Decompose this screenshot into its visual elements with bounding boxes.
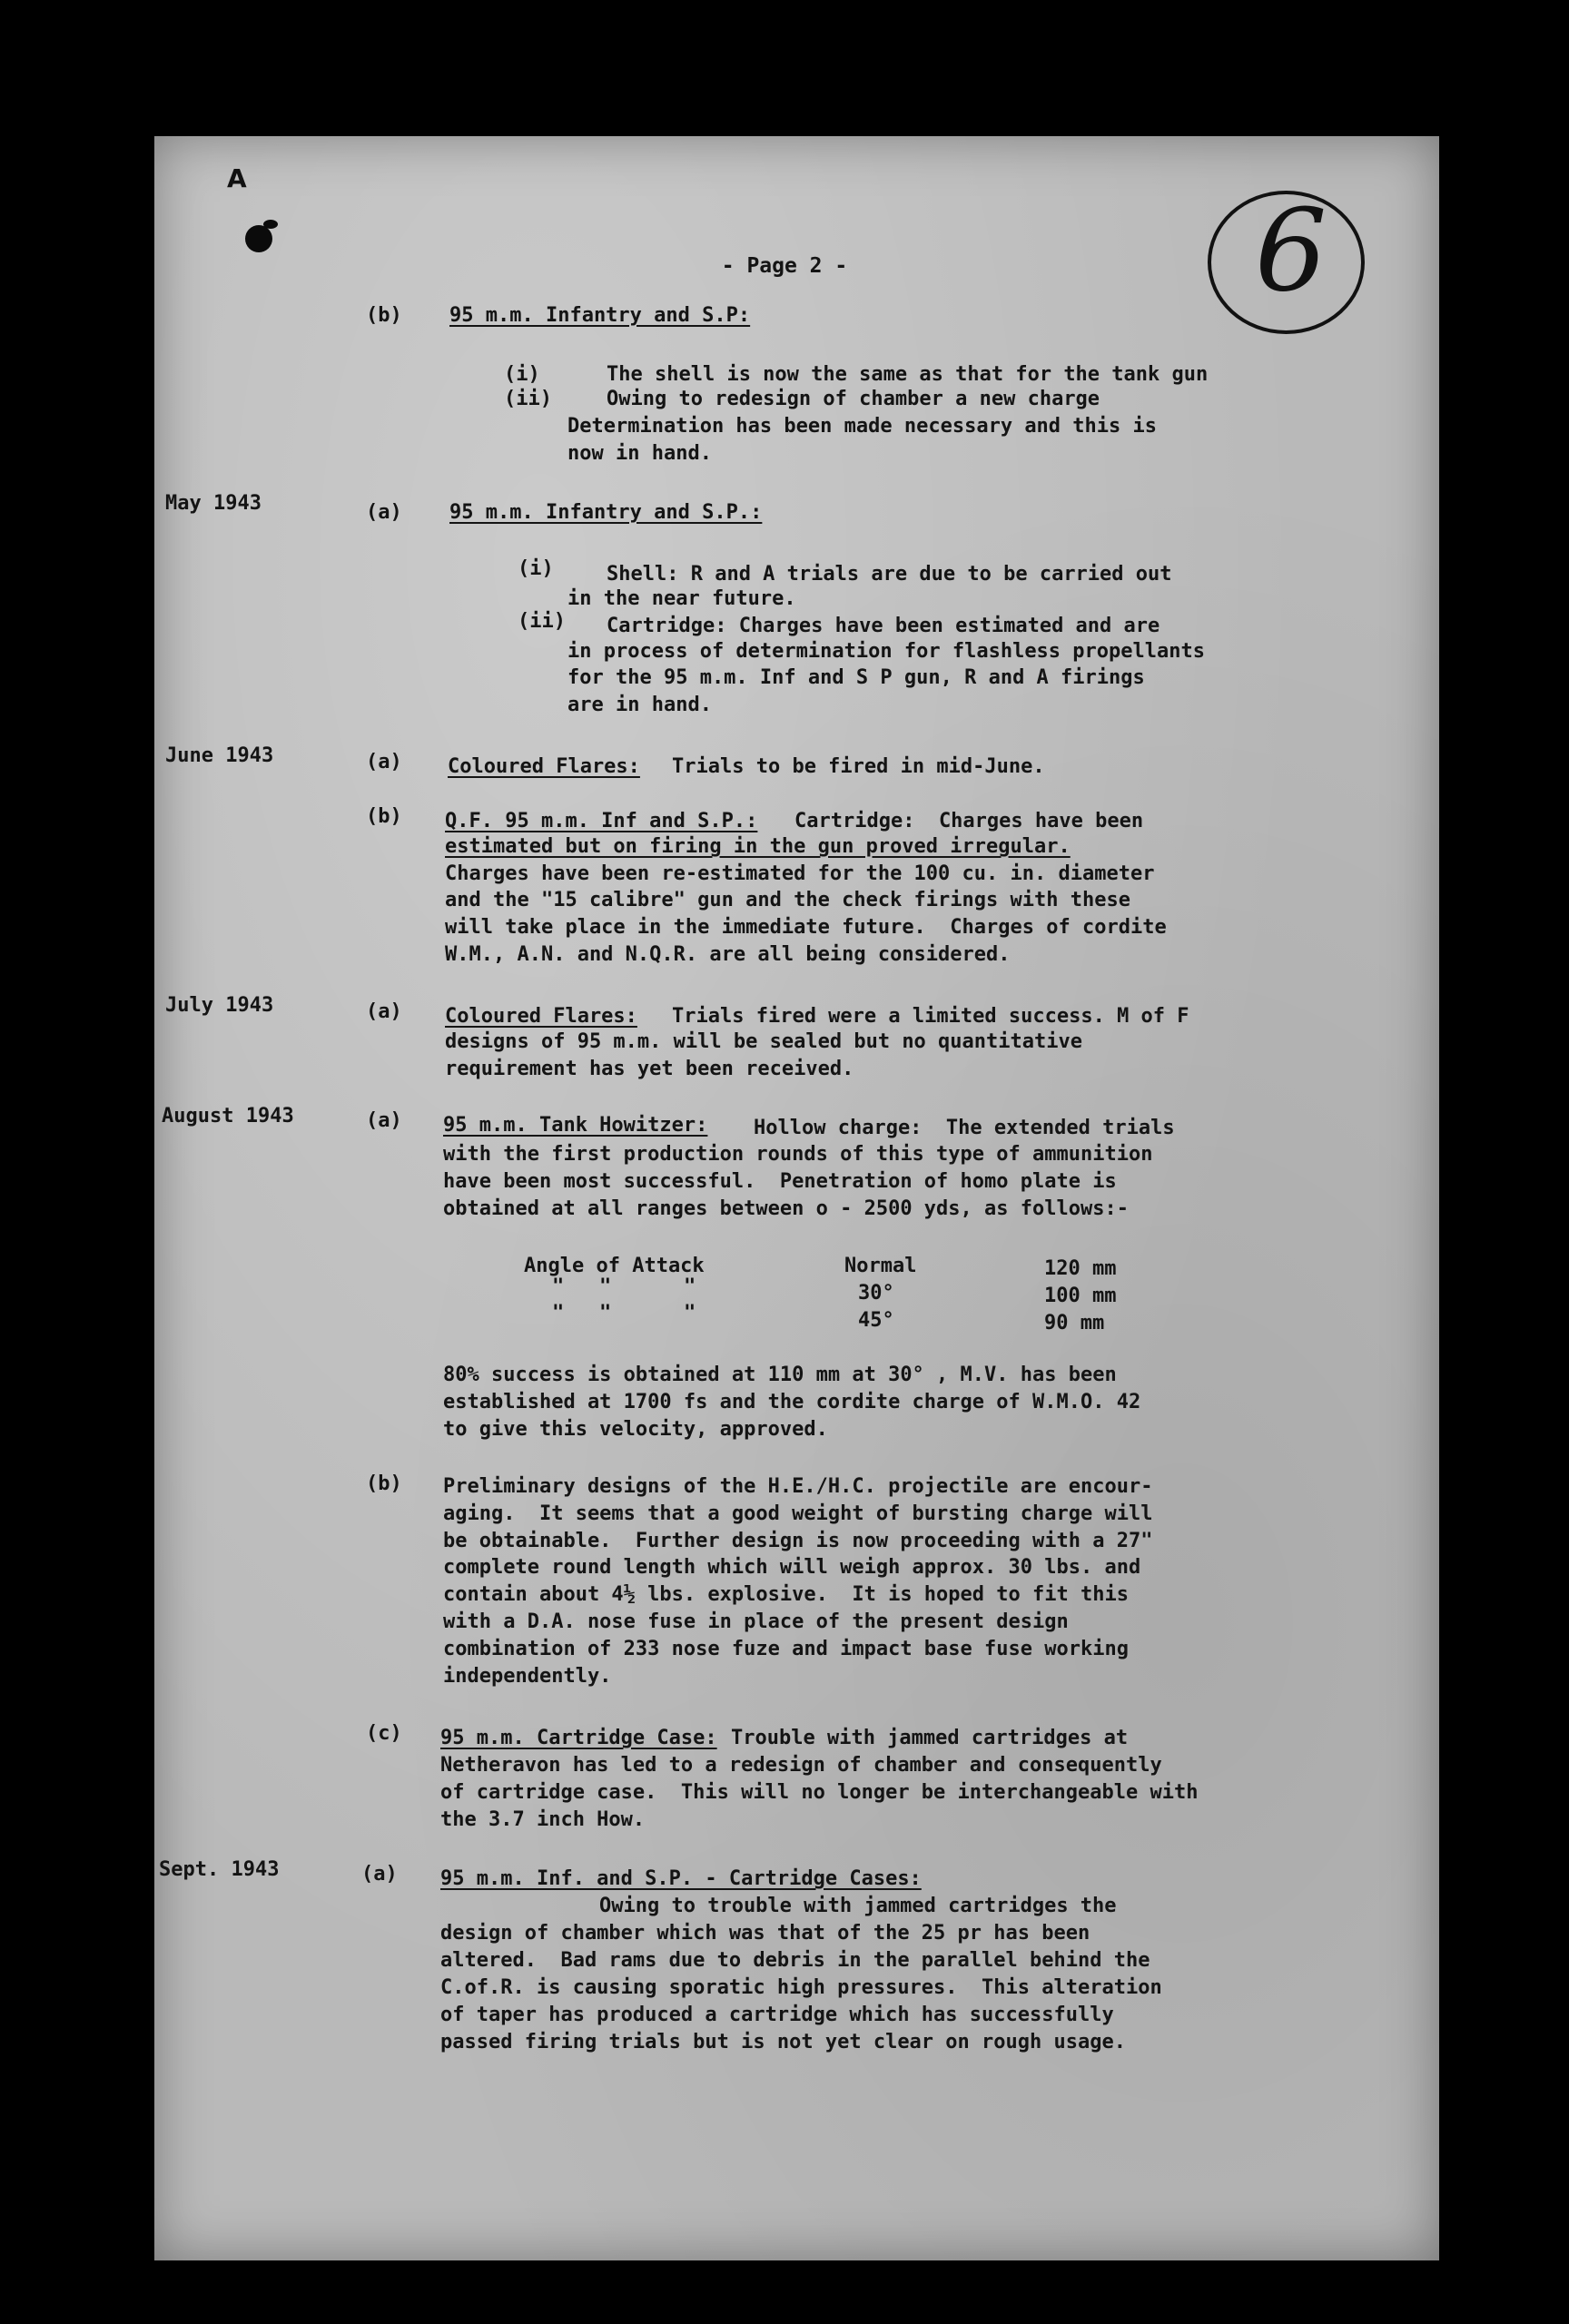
entry-line: combination of 233 nose fuze and impact base fuse working [443, 1638, 1129, 1660]
entry-line: aging. It seems that a good weight of bursting charge will [443, 1502, 1153, 1525]
page-number: - Page 2 - [721, 254, 848, 278]
entry-date: August 1943 [162, 1105, 294, 1128]
entry-label: (c) [366, 1722, 402, 1745]
ditto-mark: " [684, 1275, 696, 1298]
item-line: in the near future. [567, 587, 796, 610]
item-line: The shell is now the same as that for the tank gun [607, 363, 1209, 386]
entry-line: C.of.R. is causing sporatic high pressures. This alteration [440, 1976, 1162, 1999]
entry-line: obtained at all ranges between o - 2500 yds, as follows:- [443, 1197, 1129, 1220]
entry-line: have been most successful. Penetration of homo plate is [443, 1170, 1117, 1193]
entry-date: Sept. 1943 [159, 1858, 280, 1881]
item-line: are in hand. [567, 694, 712, 716]
circled-page-number [1208, 185, 1365, 334]
item-line: in process of determination for flashless propellants [567, 640, 1205, 663]
item-line: now in hand. [567, 442, 712, 465]
entry-heading: 95 m.m. Infantry and S.P.: [449, 501, 763, 524]
ditto-mark: " [599, 1275, 612, 1298]
entry-label: (a) [366, 1109, 402, 1132]
ditto-mark: " [599, 1302, 612, 1324]
entry-date: May 1943 [165, 492, 262, 515]
entry-line: of taper has produced a cartridge which has successfully [440, 2004, 1114, 2026]
entry-line: Trials fired were a limited success. M of F [672, 1005, 1189, 1028]
entry-line: independently. [443, 1665, 612, 1688]
entry-line: Preliminary designs of the H.E./H.C. projectile are encour- [443, 1475, 1153, 1498]
entry-line: with a D.A. nose fuse in place of the present design [443, 1610, 1069, 1633]
entry-heading: 95 m.m. Infantry and S.P: [449, 304, 751, 327]
entry-label: (a) [361, 1863, 398, 1886]
entry-date: June 1943 [165, 744, 274, 767]
entry-line: the 3.7 inch How. [440, 1808, 646, 1831]
entry-line: requirement has yet been received. [445, 1058, 854, 1080]
item-line: Shell: R and A trials are due to be carried out [607, 563, 1172, 586]
after-table-line: 80% success is obtained at 110 mm at 30° , M.V. has been [443, 1364, 1117, 1386]
item-line: for the 95 m.m. Inf and S P gun, R and A firings [567, 666, 1145, 689]
entry-heading: Coloured Flares: [445, 1005, 637, 1028]
entry-line: Netheravon has led to a redesign of chamber and consequently [440, 1754, 1162, 1777]
item-number: (i) [518, 557, 554, 580]
item-number: (i) [504, 363, 540, 386]
entry-line: complete round length which will weigh approx. 30 lbs. and [443, 1556, 1141, 1579]
entry-heading: 95 m.m. Cartridge Case: [440, 1727, 717, 1749]
entry-line: Hollow charge: The extended trials [754, 1117, 1175, 1139]
entry-line: Charges have been re-estimated for the 100 cu. in. diameter [445, 862, 1155, 885]
entry-line: Owing to trouble with jammed cartridges the [599, 1895, 1117, 1917]
ditto-mark: " [684, 1302, 696, 1324]
table-penetration: 90 mm [1044, 1312, 1105, 1334]
entry-date: July 1943 [165, 994, 274, 1017]
item-number: (ii) [504, 388, 552, 410]
entry-heading: Q.F. 95 m.m. Inf and S.P.: [445, 810, 758, 832]
entry-line: be obtainable. Further design is now proceeding with a 27" [443, 1530, 1153, 1552]
entry-label: (a) [366, 501, 402, 524]
ditto-mark: " [552, 1302, 565, 1324]
table-angle: 45° [858, 1309, 894, 1332]
item-number: (ii) [518, 610, 566, 633]
table-penetration: 100 mm [1044, 1285, 1117, 1307]
entry-label: (b) [366, 304, 402, 327]
entry-line: Cartridge: Charges have been [794, 810, 1144, 832]
entry-line: contain about 4½ lbs. explosive. It is hoped to fit this [443, 1583, 1129, 1606]
item-line: Determination has been made necessary and this is [567, 415, 1158, 438]
ink-blot [245, 225, 272, 252]
margin-mark: A [227, 163, 247, 193]
item-line: Owing to redesign of chamber a new charge [607, 388, 1100, 410]
entry-label: (b) [366, 805, 402, 828]
entry-label: (b) [366, 1472, 402, 1495]
table-header-normal: Normal [844, 1255, 917, 1277]
after-table-line: established at 1700 fs and the cordite charge of W.M.O. 42 [443, 1391, 1141, 1413]
after-table-line: to give this velocity, approved. [443, 1418, 828, 1441]
entry-line: passed firing trials but is not yet clear on rough usage. [440, 2031, 1126, 2053]
circled-number-text: 6 [1255, 185, 1327, 317]
entry-heading: Coloured Flares: [448, 755, 640, 778]
table-header-angle: Angle of Attack [524, 1255, 705, 1277]
entry-line: with the first production rounds of this type of ammunition [443, 1143, 1153, 1166]
entry-line: Trouble with jammed cartridges at [731, 1727, 1129, 1749]
entry-line: designs of 95 m.m. will be sealed but no quantitative [445, 1030, 1082, 1053]
entry-line: W.M., A.N. and N.Q.R. are all being considered. [445, 943, 1011, 966]
table-header-penetration: 120 mm [1044, 1257, 1117, 1280]
entry-line: and the "15 calibre" gun and the check firings with these [445, 889, 1130, 911]
entry-line: estimated but on firing in the gun proved irregular. [445, 835, 1071, 858]
item-line: Cartridge: Charges have been estimated and are [607, 615, 1160, 637]
entry-line: altered. Bad rams due to debris in the parallel behind the [440, 1949, 1150, 1972]
entry-heading: 95 m.m. Tank Howitzer: [443, 1114, 708, 1137]
entry-heading: 95 m.m. Inf. and S.P. - Cartridge Cases: [440, 1867, 922, 1890]
table-angle: 30° [858, 1282, 894, 1305]
entry-line: will take place in the immediate future. Charges of cordite [445, 916, 1167, 939]
entry-line: of cartridge case. This will no longer be interchangeable with [440, 1781, 1199, 1804]
ditto-mark: " [552, 1275, 565, 1298]
entry-line: design of chamber which was that of the 25 pr has been [440, 1922, 1090, 1945]
entry-text: Trials to be fired in mid-June. [672, 755, 1045, 778]
entry-label: (a) [366, 751, 402, 773]
entry-label: (a) [366, 1000, 402, 1023]
